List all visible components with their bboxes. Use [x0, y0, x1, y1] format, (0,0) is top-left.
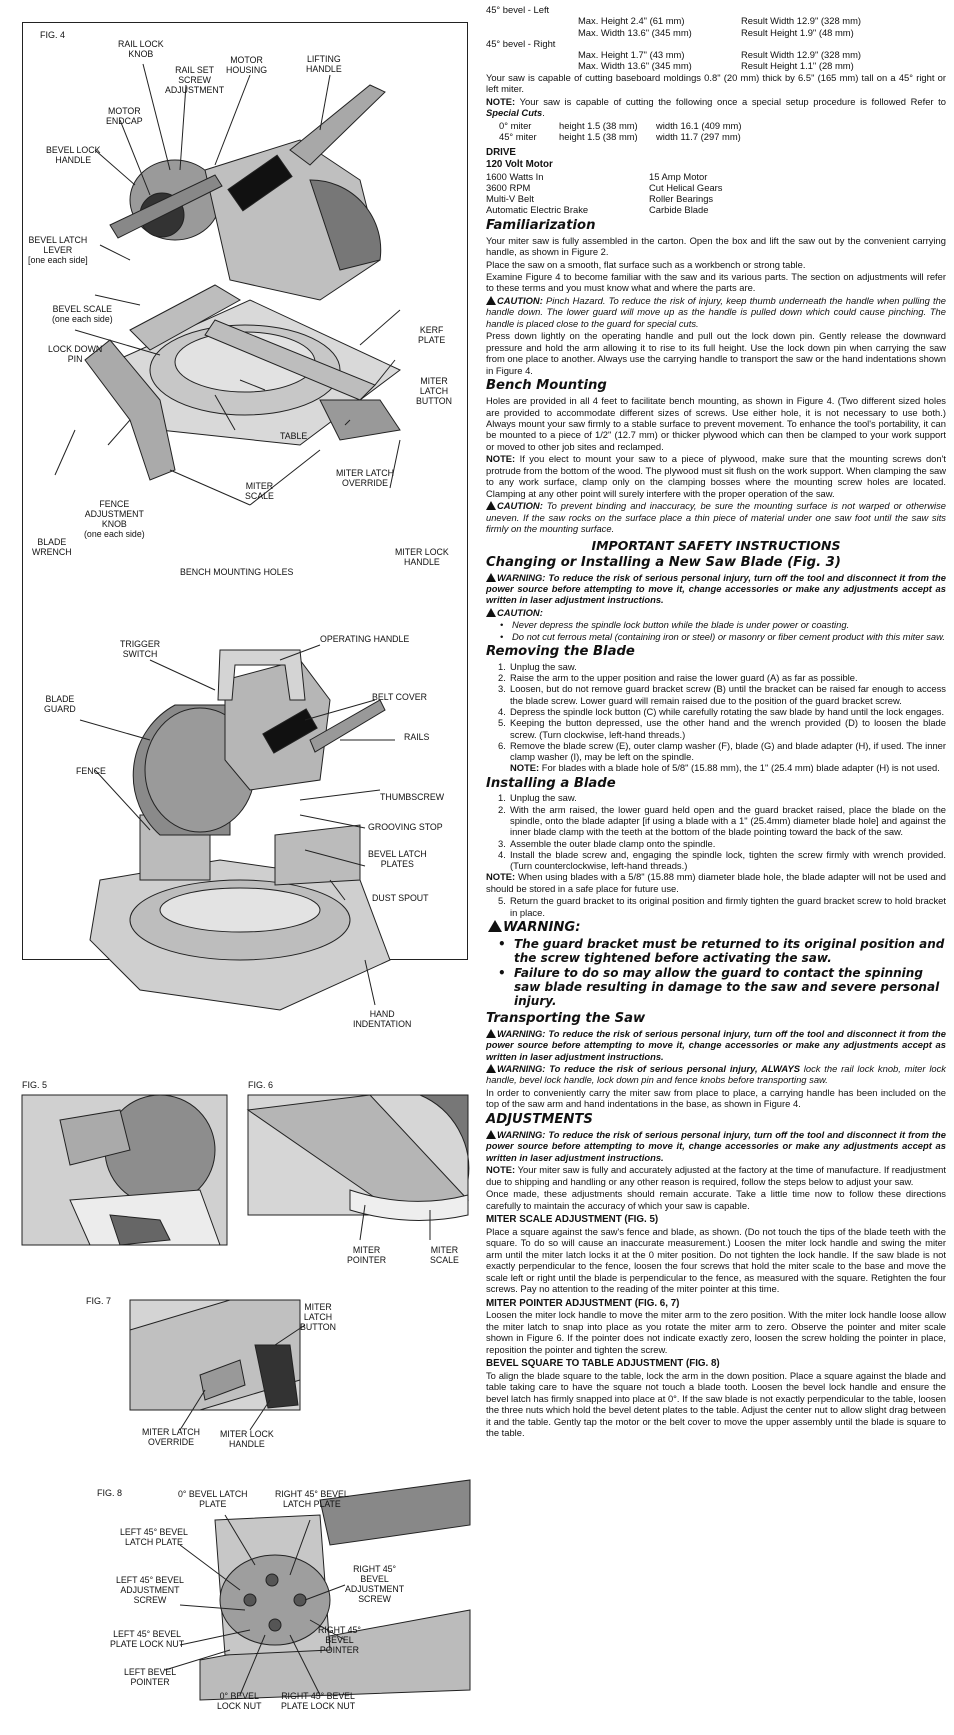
fig8-label: FIG. 8 [97, 1488, 123, 1498]
figures-column [0, 0, 476, 1735]
note-label: NOTE: [510, 762, 540, 774]
list-item: 2. Raise the arm to the upper position and raise the lower guard (A) as far as possible. [498, 672, 946, 683]
callout-rails: RAILS [404, 732, 430, 742]
spec-cell: Result Height 1.1" (28 mm) [741, 60, 854, 72]
note-text: When using blades with a 5/8" (15.88 mm) diameter blade hole, the blade adapter will not be used and should be stored in a safe place for future use. [486, 871, 946, 894]
bullet-text: Never depress the spindle lock button while the blade is under power or coasting. [512, 619, 850, 631]
note-text: Your miter saw is fully and accurately adjusted at the factory at the time of manufacture. If readjustment due to shipping and handling or any other reason is required, follow the steps below to adjust your saw. [486, 1164, 946, 1187]
callout-right45-bevel-plate-lock-nut: RIGHT 45° BEVEL PLATE LOCK NUT [281, 1691, 356, 1711]
fig8-illustration [0, 0, 476, 1735]
special-row [486, 120, 946, 131]
changing-caution [486, 607, 946, 618]
callout-right45-bevel-adjustment-screw: RIGHT 45° BEVEL ADJUSTMENT SCREW [345, 1564, 405, 1604]
removing-note [498, 762, 946, 773]
callout-hand-indentation: HAND INDENTATION [353, 1009, 412, 1029]
callout-zero-bevel-latch-plate: 0° BEVEL LATCH PLATE [178, 1489, 248, 1509]
warning-triangle-icon [486, 573, 496, 582]
callout-motor-endcap: MOTOR ENDCAP [106, 106, 143, 126]
callout-fig7-miter-latch-override: MITER LATCH OVERRIDE [142, 1427, 200, 1447]
callout-belt-cover: BELT COVER [372, 692, 427, 702]
step-text: Remove the blade screw (E), outer clamp washer (F), blade (G) and blade adapter (H), if used. The inner clamp washer (I), may be left on the spindle. [510, 739, 946, 763]
list-item: 6. Remove the blade screw (E), outer clamp washer (F), blade (G) and blade adapter (H), if used. The inner clamp washer (I), may be left on the spindle. [498, 739, 946, 763]
callout-lifting-handle: LIFTING HANDLE [306, 54, 342, 74]
callout-bevel-lock-handle: BEVEL LOCK HANDLE [46, 145, 101, 165]
step-text: Loosen, but do not remove guard bracket screw (B) until the bracket can be raised far enough to access the blade screw. Lower guard will remain raised due to the position of the guard bracket screw. [510, 683, 946, 706]
drive-cell: Multi-V Belt [486, 193, 534, 205]
special-cuts-note [486, 96, 946, 119]
callout-left45-bevel-adjustment-screw: LEFT 45° BEVEL ADJUSTMENT SCREW [116, 1575, 184, 1605]
warning-triangle-icon [486, 296, 496, 305]
list-item: 3. Assemble the outer blade clamp onto the spindle. [498, 838, 946, 849]
warning-triangle-icon [486, 608, 496, 617]
fig7-label: FIG. 7 [86, 1296, 112, 1306]
callout-left-bevel-pointer: LEFT BEVEL POINTER [124, 1667, 177, 1687]
step-text: Raise the arm to the upper position and raise the lower guard (A) as far as possible. [510, 672, 858, 684]
callout-right45-bevel-latch-plate: RIGHT 45° BEVEL LATCH PLATE [275, 1489, 349, 1509]
miter-pointer-title: MITER POINTER ADJUSTMENT (FIG. 6, 7) [486, 1297, 680, 1309]
spec-cell: Max. Height 1.7" (43 mm) [578, 49, 685, 61]
installing-step5-wrap [498, 895, 946, 918]
callout-miter-latch-button: MITER LATCH BUTTON [416, 376, 453, 406]
warning-triangle-icon [486, 1130, 496, 1139]
list-item: • The guard bracket must be returned to its original position and the screw tightened before activating the saw. [498, 936, 945, 966]
callout-miter-pointer: MITER POINTER [347, 1245, 387, 1265]
warning-bullet-text: The guard bracket must be returned to its original position and the screw tightened before activating the saw. [514, 936, 945, 966]
callout-fence: FENCE [76, 766, 106, 776]
list-item: • Do not cut ferrous metal (containing iron or steel) or masonry or fiber cement product with this miter saw. [500, 630, 945, 642]
step-text: Unplug the saw. [510, 660, 577, 672]
bench-title: Bench Mounting [486, 378, 607, 394]
spec-cell: Result Width 12.9" (328 mm) [741, 49, 862, 61]
callout-lock-down-pin: LOCK DOWN PIN [48, 344, 103, 364]
miter-scale-title: MITER SCALE ADJUSTMENT (FIG. 5) [486, 1213, 659, 1225]
list-item: 1. Unplug the saw. [498, 661, 946, 672]
adjustments-warning [486, 1129, 946, 1163]
list-item: 3. Loosen, but do not remove guard bracket screw (B) until the bracket can be raised far enough to access the blade screw. Lower guard will remain raised due to the position of the guard bracket screw. [498, 683, 946, 706]
drive-row [486, 204, 946, 215]
callout-bevel-latch-plates: BEVEL LATCH PLATES [368, 849, 427, 869]
caution-label: CAUTION: [497, 606, 543, 618]
drive-cell: Carbide Blade [649, 204, 709, 216]
callout-fig6-miter-scale: MITER SCALE [430, 1245, 459, 1265]
step-text: Keeping the button depressed, use the other hand and the wrench provided (D) to loosen the blade screw. (Turn clockwise, left-hand threads.) [510, 717, 946, 740]
list-item: • Failure to do so may allow the guard to contact the spinning saw blade resulting in damage to the saw and severe personal injury. [498, 966, 946, 1009]
warning-bullet-text: Failure to do so may allow the guard to contact the spinning saw blade resulting in damage to the saw and severe personal injury. [514, 965, 940, 1009]
transporting-p1: In order to conveniently carry the miter saw from place to place, a carrying handle has been included on the top of the saw arm and hand indentations in the base, as shown in Figure 4. [486, 1086, 946, 1110]
transporting-warning1 [486, 1028, 946, 1062]
installing-steps [498, 792, 946, 871]
installing-note [486, 871, 946, 894]
step-text: Unplug the saw. [510, 792, 577, 804]
callout-miter-latch-override: MITER LATCH OVERRIDE [336, 468, 394, 488]
step-text: Return the guard bracket to its original position and firmly tighten the guard bracket screw to hold bracket in place. [510, 895, 946, 918]
fig4-label: FIG. 4 [40, 30, 66, 40]
motor-title: 120 Volt Motor [486, 158, 553, 170]
list-item: 5. Keeping the button depressed, use the other hand and the wrench provided (D) to loosen the blade screw. (Turn clockwise, left-hand threads.) [498, 717, 946, 740]
spec-row [486, 15, 946, 26]
warning-triangle-icon [486, 501, 496, 510]
list-item: 5. Return the guard bracket to its original position and firmly tighten the guard bracket screw to hold bracket in place. [498, 895, 946, 918]
note-text: If you elect to mount your saw to a piece of plywood, make sure that the mounting screws don't protrude from the bottom of the wood. The plywood must sit flush on the work support. When clamping the saw to any work surface, clamp only on the clamping bosses where the mounting screw holes are located. Clamping at any other point will surely interfere with the proper operation of the saw. [486, 453, 946, 499]
warning-text-rest: lock the rail lock knob, miter lock handle, bevel lock handle, lock down pin and fence knobs before transporting saw. [486, 1062, 946, 1086]
changing-warning [486, 572, 946, 606]
drive-cell: 1600 Watts In [486, 170, 544, 182]
callout-fig7-miter-latch-button: MITER LATCH BUTTON [300, 1302, 337, 1332]
installing-title: Installing a Blade [486, 775, 616, 791]
caution-text: Pinch Hazard. To reduce the risk of injury, keep thumb underneath the handle when pulling the handle down. The lower guard will move up as the handle is pulled down which could cause pinching. The handle is placed close to the guard for special cuts. [486, 294, 946, 329]
caution-text: To prevent binding and inaccuracy, be sure the mounting surface is not warped or otherwise uneven. If the saw rocks on the surface place a thin piece of material under one saw foot until the saw sits firmly on the mounting surface. [486, 500, 946, 535]
list-item: 4. Install the blade screw and, engaging the spindle lock, tighten the screw firmly with wrench provided. (Turn counterclockwise, left-hand threads.) [498, 848, 946, 872]
warning-title-text: WARNING: [503, 919, 581, 935]
list-item: 2. With the arm raised, the lower guard held open and the guard bracket raised, place the blade on the spindle, onto the blade adapter [if using a blade with a 1" (25.4mm) diameter blade hole] and against the inner blade clamp with the teeth at the bottom of the blade pointing toward the back of the saw. [498, 803, 946, 838]
miter-pointer-text: Loosen the miter lock handle to move the miter arm to the zero position. With the miter lock handle loose allow the miter latch to snap into place as you rotate the miter arm to zero. Observe the pointer and miter scale shown in Figure 6. If the pointer does not indicate exactly zero, loosen the screw holding the pointer in place, reposition the pointer and tighten the screw. [486, 1309, 946, 1355]
caution-label: CAUTION: [497, 294, 543, 306]
drive-cell: 3600 RPM [486, 181, 531, 193]
special-cell: width 16.1 (409 mm) [656, 119, 742, 131]
callout-blade-wrench: BLADE WRENCH [32, 537, 72, 557]
fig6-label: FIG. 6 [248, 1080, 274, 1090]
familiarization-p2: Place the saw on a smooth, flat surface such as a workbench or strong table. [486, 258, 806, 270]
removing-title: Removing the Blade [486, 643, 635, 659]
callout-fig7-miter-lock-handle: MITER LOCK HANDLE [220, 1429, 274, 1449]
callout-fence-adjustment-knob: FENCE ADJUSTMENT KNOB (one each side) [84, 499, 145, 539]
safety-title: IMPORTANT SAFETY INSTRUCTIONS [591, 537, 841, 553]
callout-operating-handle: OPERATING HANDLE [320, 634, 410, 644]
callout-blade-guard: BLADE GUARD [44, 694, 76, 714]
transporting-warning2 [486, 1063, 946, 1086]
warning-text: WARNING: To reduce the risk of serious personal injury, ALWAYS [497, 1062, 800, 1074]
list-item: 4. Depress the spindle lock button (C) while carefully rotating the saw blade by hand until the lock engages. [498, 705, 945, 717]
callout-kerf-plate: KERF PLATE [418, 325, 446, 345]
note-text: For blades with a blade hole of 5/8" (15.88 mm), the 1" (25.4 mm) blade adapter (H) is not used. [539, 762, 940, 774]
familiarization-p4: Press down lightly on the operating handle and pull out the lock down pin. Gently release the downward pressure and hold the arm allowing it to rise to its full height. Use the lock down pin when carrying the saw from one place to another. Always use the carrying handle to transport the saw or the hand indentations shown in Figure 4. [486, 330, 946, 376]
callout-motor-housing: MOTOR HOUSING [226, 55, 268, 75]
adjustments-p1: Once made, these adjustments should remain accurate. Take a little time now to follow these directions carefully to maintain the accuracy of which your saw is capable. [486, 1188, 946, 1211]
changing-title: Changing or Installing a New Saw Blade (Fig. 3) [486, 554, 841, 570]
drive-cell: Roller Bearings [649, 193, 714, 205]
caution-label: CAUTION: [497, 500, 543, 512]
callout-miter-scale: MITER SCALE [245, 481, 274, 501]
callout-rail-lock-knob: RAIL LOCK KNOB [118, 39, 164, 59]
transporting-title: Transporting the Saw [486, 1010, 646, 1026]
note-label: NOTE: [486, 95, 516, 107]
familiarization-p3: Examine Figure 4 to become familiar with the saw and its various parts. The section on adjustments will refer to these terms and you must know what and where the parts are. [486, 271, 946, 294]
warning-triangle-icon [486, 1064, 496, 1073]
callout-table: TABLE [280, 431, 308, 441]
bench-p1: Holes are provided in all 4 feet to facilitate bench mounting, as shown in Figure 4. (Two different sized holes are provided to accommodate different sizes of screws. Use either hole, it is not necessary to use both.) Always mount your saw firmly to a stable surface to prevent movement. To enhance the tool's portability, it can be mounted to a piece of 1/2" (12.7 mm) or thicker plywood which can then be clamped to your work support or moved to other job sites and reclamped. [486, 395, 946, 452]
special-cell: width 11.7 (297 mm) [656, 130, 741, 142]
warning-triangle-icon [486, 1029, 496, 1038]
adjustments-note [486, 1164, 946, 1187]
drive-cell: 15 Amp Motor [649, 170, 708, 182]
note-text: Your saw is capable of cutting the following once a special setup procedure is followed Refer to [515, 95, 946, 107]
step-text: With the arm raised, the lower guard held open and the guard bracket raised, place the blade on the spindle, onto the blade adapter [if using a blade with a 1" (25.4mm) diameter blade hole] and against the inner blade clamp with the teeth at the bottom of the blade pointing toward the back of the saw. [510, 803, 946, 838]
spec-cell: Max. Width 13.6" (345 mm) [578, 60, 692, 72]
step-text: Install the blade screw and, engaging the spindle lock, tighten the screw firmly with wrench provided. (Turn counterclockwise, left-hand threads.) [510, 848, 946, 872]
miter-scale-text: Place a square against the saw's fence and blade, as shown. (Do not touch the tips of the blade teeth with the square. To do so will cause an inaccurate measurement.) Loosen the miter lock handle and swing the miter arm until the miter latch locks it at the 0 miter position. Do not tighten the lock handle. If the saw blade is not exactly perpendicular to the fence, loosen the four screws that hold the miter scale to the base and move the scale left or right until the blade is perpendicular to the fence, as measured with the square. Retighten the four screws. Pay no attention to the reading of the miter pointer at this time. [486, 1225, 946, 1295]
note-end: . [542, 107, 545, 119]
drive-cell: Cut Helical Gears [649, 181, 723, 193]
baseboard-text: Your saw is capable of cutting baseboard moldings 0.8" (20 mm) thick by 6.5" (165 mm) tall on a 45° right or left miter. [486, 71, 946, 95]
drive-row [486, 193, 946, 204]
callout-left45-bevel-plate-lock-nut: LEFT 45° BEVEL PLATE LOCK NUT [110, 1629, 185, 1649]
warning-text: WARNING: To reduce the risk of serious personal injury, turn off the tool and disconnect it from the power source before attempting to move it, change accessories or make any adjustments accept as written in laser adjustment instructions. [486, 571, 946, 606]
spec-row [486, 27, 946, 38]
callout-grooving-stop: GROOVING STOP [368, 822, 443, 832]
list-item: • Never depress the spindle lock button while the blade is under power or coasting. [500, 619, 850, 631]
familiarization-p1: Your miter saw is fully assembled in the carton. Open the box and lift the saw out by the convenient carrying handle, as shown in Figure 2. [486, 234, 946, 258]
warning-triangle-icon [488, 920, 502, 932]
callout-thumbscrew: THUMBSCREW [380, 792, 445, 802]
note-label: NOTE: [486, 1164, 516, 1176]
note-label: NOTE: [486, 453, 516, 465]
callout-bevel-latch-lever: BEVEL LATCH LEVER [one each side] [28, 235, 88, 265]
familiarization-title: Familiarization [486, 217, 596, 233]
bevel-right-label: 45° bevel - Right [486, 37, 556, 49]
spec-row [486, 60, 946, 71]
bevel-left-label: 45° bevel - Left [486, 4, 550, 15]
drive-title: DRIVE [486, 147, 516, 159]
special-cell: 0° miter [499, 119, 532, 131]
callout-zero-bevel-lock-nut: 0° BEVEL LOCK NUT [217, 1691, 262, 1711]
warning-text: WARNING: To reduce the risk of serious personal injury, turn off the tool and disconnect it from the power source before attempting to move it, change accessories or make any adjustments accept as written in laser adjustment instructions. [486, 1128, 946, 1163]
bevel-square-text: To align the blade square to the table, lock the arm in the down position. Place a square against the blade and table taking care to have the square not touch a blade tooth. Loosen the bevel lock handle and ensure the bevel latch has firmly snapped into place at 0°. If the saw blade is not exactly perpendicular to the table, loosen the three nuts which hold the bevel detent plates to the table. Adjust the center nut to allow slight drag between it and the table. Gently tap the motor or the belt cover to move the upper assembly until the blade is square to the table. [486, 1369, 946, 1439]
fig5-label: FIG. 5 [22, 1080, 48, 1090]
adjustments-title: ADJUSTMENTS [486, 1111, 593, 1127]
callout-rail-set-screw: RAIL SET SCREW ADJUSTMENT [165, 65, 225, 95]
familiarization-caution [486, 295, 946, 329]
callout-trigger-switch: TRIGGER SWITCH [120, 639, 161, 659]
step-text: Depress the spindle lock button (C) while carefully rotating the saw blade by hand until the lock engages. [510, 705, 945, 717]
callout-bench-mounting-holes: BENCH MOUNTING HOLES [180, 567, 294, 577]
spec-row [486, 49, 946, 60]
step-text: Assemble the outer blade clamp onto the spindle. [510, 837, 716, 849]
special-cuts-link[interactable]: Special Cuts [486, 107, 543, 119]
removing-steps [498, 661, 946, 774]
drive-row [486, 171, 946, 182]
spec-cell: Result Width 12.9" (328 mm) [741, 15, 862, 27]
spec-cell: Max. Height 2.4" (61 mm) [578, 15, 685, 27]
special-cell: height 1.5 (38 mm) [559, 130, 638, 142]
special-cell: 45° miter [499, 130, 537, 142]
drive-cell: Automatic Electric Brake [486, 204, 589, 216]
spec-cell: Max. Width 13.6" (345 mm) [578, 26, 692, 38]
list-item: 1. Unplug the saw. [498, 792, 946, 803]
note-label: NOTE: [486, 871, 516, 883]
bullet-text: Do not cut ferrous metal (containing iron or steel) or masonry or fiber cement product with this miter saw. [512, 630, 945, 642]
drive-row [486, 182, 946, 193]
callout-dust-spout: DUST SPOUT [372, 893, 429, 903]
special-row [486, 131, 946, 142]
bench-note [486, 453, 946, 499]
callout-miter-lock-handle: MITER LOCK HANDLE [395, 547, 449, 567]
bench-caution [486, 500, 946, 534]
text-column [486, 4, 946, 1440]
callout-bevel-scale: BEVEL SCALE (one each side) [52, 304, 113, 324]
callout-right45-bevel-pointer: RIGHT 45° BEVEL POINTER [318, 1625, 361, 1655]
installing-warning-title [488, 920, 946, 936]
warning-text: WARNING: To reduce the risk of serious personal injury, turn off the tool and disconnect it from the power source before attempting to move it, change accessories or make any adjustments accept as written in laser adjustment instructions. [486, 1027, 946, 1062]
bevel-square-title: BEVEL SQUARE TO TABLE ADJUSTMENT (FIG. 8) [486, 1358, 720, 1370]
spec-cell: Result Height 1.9" (48 mm) [741, 26, 854, 38]
callout-left45-bevel-latch-plate: LEFT 45° BEVEL LATCH PLATE [120, 1527, 188, 1547]
special-cell: height 1.5 (38 mm) [559, 119, 638, 131]
